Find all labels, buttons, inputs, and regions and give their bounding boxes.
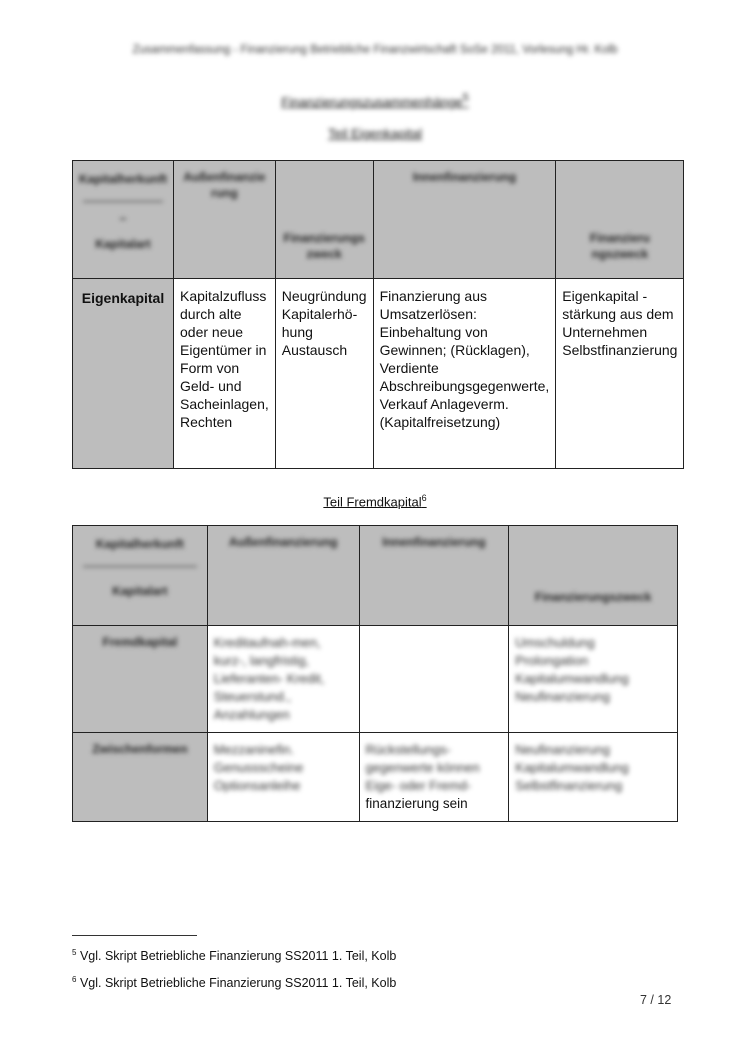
- row-label-zwischenformen-text: Zwischenformen: [92, 742, 188, 756]
- document-title: [0, 92, 750, 109]
- cell-aussenfinanzierung-text: Mezzaninefin. Genussscheine Optionsanleihe: [213, 742, 304, 793]
- cell-aussenfinanzierung: [207, 733, 359, 822]
- fremdkapital-table: [72, 525, 678, 822]
- footnote-6: [72, 975, 396, 990]
- footnote-6-number: 6: [72, 975, 77, 984]
- header-kapitalherkunft-label: Kapitalherkunft: [79, 172, 168, 186]
- header-aussenfinanzierung-label: Außenfinanzie rung: [183, 170, 266, 200]
- footnote-divider: [72, 935, 197, 936]
- header-innenfinanzierung-label: Innenfinanzierung: [412, 170, 517, 184]
- table-row: [73, 279, 684, 469]
- footnote-5-text: Vgl. Skript Betriebliche Finanzierung SS2011 1. Teil, Kolb: [79, 949, 397, 964]
- footnote-5-number: 5: [72, 948, 77, 957]
- cell-finanzierungszweck-innen: Eigenkapital -stärkung aus dem Unternehmen Selbstfinanzierung: [556, 279, 684, 469]
- cell-aussenfinanzierung: Kapitalzufluss durch alte oder neue Eigentümer in Form von Geld- und Sacheinlagen, Rechten: [174, 279, 276, 469]
- cell-innenfinanzierung: [359, 626, 509, 733]
- table-header-row: [73, 526, 678, 626]
- row-label-fremdkapital-text: Fremdkapital: [102, 635, 178, 649]
- cell-innenfinanzierung-text: Rückstellungs-gegenwerte können Eige- oder Fremd-: [365, 742, 480, 793]
- header-finanzierungszweck-2-label: Finanzieru ngszweck: [589, 231, 650, 261]
- header-innenfinanzierung: [359, 526, 509, 626]
- cell-aussenfinanzierung-text: Kreditaufnah-men, kurz-, langfristig, Lieferanten- Kredit, Steuerstund., Anzahlungen: [213, 635, 325, 722]
- row-label-fremdkapital: [73, 626, 208, 733]
- section-heading-fremdkapital-text: Teil Fremdkapital: [323, 494, 422, 510]
- eigenkapital-table: [72, 160, 684, 469]
- header-divider: [83, 201, 163, 202]
- row-label-eigenkapital-text: Eigenkapital: [81, 290, 165, 306]
- header-finanzierungszweck-2: [556, 161, 684, 279]
- section2-footnote-ref: 6: [421, 493, 427, 503]
- cell-finanzierungszweck-text: Neufinanzierung Kapitalumwandlung Selbstfinanzierung: [515, 742, 629, 793]
- table-row: [73, 626, 678, 733]
- cell-finanzierungszweck: [509, 626, 678, 733]
- header-dash: –: [119, 211, 127, 225]
- header-aussenfinanzierung: [174, 161, 276, 279]
- row-label-zwischenformen: [73, 733, 208, 822]
- footnote-6-text: Vgl. Skript Betriebliche Finanzierung SS2011 1. Teil, Kolb: [79, 976, 397, 991]
- header-aussenfinanzierung: [207, 526, 359, 626]
- cell-finanzierungszweck-text: Umschuldung Prolongation Kapitalumwandlung Neufinanzierung: [515, 635, 629, 704]
- header-kapitalart-label: Kapitalart: [112, 584, 168, 598]
- cell-finanzierungszweck-aussen: Neugründung Kapitalerhö-hung Austausch: [275, 279, 373, 469]
- cell-finanzierungszweck: [509, 733, 678, 822]
- header-finanzierungszweck-1: [275, 161, 373, 279]
- header-aussenfinanzierung-label: Außenfinanzierung: [228, 535, 338, 549]
- table-header-row: [73, 161, 684, 279]
- cell-innenfinanzierung-text-clear: finanzierung sein: [365, 796, 468, 811]
- section-heading-eigenkapital: Teil Eigenkapital: [328, 126, 422, 141]
- document-title-text: Finanzierungszusammenhänge: [281, 94, 463, 110]
- title-footnote-ref: 5: [462, 92, 469, 104]
- section-heading-fremdkapital: [0, 493, 750, 509]
- header-finanzierungszweck-1-label: Finanzierungs zweck: [283, 231, 365, 261]
- header-innenfinanzierung-label: Innenfinanzierung: [382, 535, 486, 549]
- header-kapitalherkunft-label: Kapitalherkunft: [95, 537, 184, 551]
- footnote-5: [72, 948, 396, 963]
- cell-aussenfinanzierung: [207, 626, 359, 733]
- header-divider: [83, 566, 197, 567]
- header-finanzierungszweck: [509, 526, 678, 626]
- table-row: [73, 733, 678, 822]
- header-kapitalart-label: Kapitalart: [95, 237, 151, 251]
- page-number: 7 / 12: [640, 993, 672, 1007]
- cell-innenfinanzierung: Finanzierung aus Umsatzerlösen: Einbehaltung von Gewinnen; (Rücklagen), Verdiente Abschreibungsgegenwerte, Verkauf Anlageverm. (Kapitalfreisetzung): [373, 279, 556, 469]
- header-kapitalherkunft: [73, 161, 174, 279]
- header-innenfinanzierung: [373, 161, 556, 279]
- cell-innenfinanzierung: [359, 733, 509, 822]
- header-finanzierungszweck-label: Finanzierungszweck: [534, 590, 652, 604]
- row-label-eigenkapital: [73, 279, 174, 469]
- header-kapitalherkunft: [73, 526, 208, 626]
- page-header: Zusammenfassung - Finanzierung Betriebliche Finanzwirtschaft SoSe 2011, Vorlesung Hr. Kolb: [132, 44, 618, 56]
